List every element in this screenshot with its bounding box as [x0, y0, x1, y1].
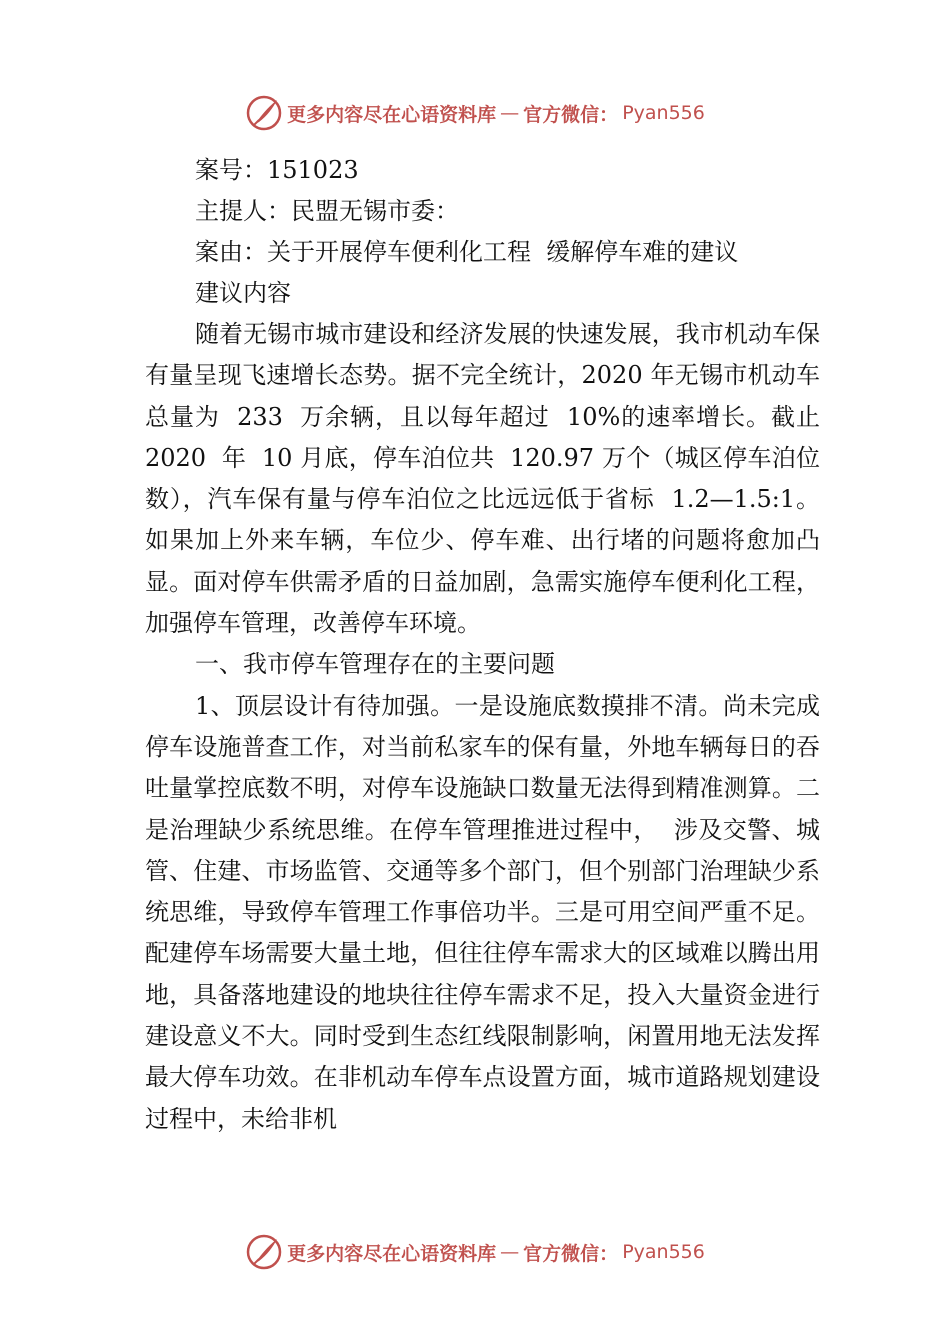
watermark-wechat-id: Pyan556 — [622, 1241, 705, 1263]
section-heading-problems: 一、我市停车管理存在的主要问题 — [195, 650, 555, 679]
watermark-brand-text: 更多内容尽在心语资料库 — [287, 103, 497, 126]
paragraph-intro: 随着无锡市城市建设和经济发展的快速发展，我市机动车保有量呈现飞速增长态势。据不完全统计，2020 年无锡市机动车总量为 233 万余辆，且以每年超过 10%的速率增长。截止 2020 年 10 月底，停车泊位共 120.97 万个（城区停车泊位数），汽车保有量与停车泊位之比远远低于省标 1.2—1.5:1。如果加上外来车辆，车位少、停车难、出行堵的问题将愈加凸显。面对停车供需矛盾的日益加剧，急需实施停车便利化工程，加强停车管理，改善停车环境。 — [145, 320, 836, 638]
watermark-wechat-label: 官方微信： — [523, 103, 619, 126]
watermark-wechat-id: Pyan556 — [622, 102, 705, 124]
footer-watermark — [0, 1232, 950, 1272]
quill-logo-icon — [245, 1233, 283, 1271]
section-label: 建议内容 — [195, 279, 291, 307]
watermark-separator: — — [500, 102, 520, 124]
watermark-brand-text: 更多内容尽在心语资料库 — [287, 1242, 497, 1265]
watermark-separator: — — [500, 1241, 520, 1263]
watermark-wechat-label: 官方微信： — [523, 1242, 619, 1265]
case-number: 案号：151023 — [195, 156, 359, 184]
case-proposer: 主提人：民盟无锡市委： — [195, 197, 459, 225]
case-subject: 案由：关于开展停车便利化工程 缓解停车难的建议 — [195, 238, 739, 266]
quill-logo-icon — [245, 94, 283, 132]
document-body — [145, 150, 836, 1140]
paragraph-problem-1: 1、顶层设计有待加强。一是设施底数摸排不清。尚未完成停车设施普查工作，对当前私家车的保有量，外地车辆每日的吞吐量掌控底数不明，对停车设施缺口数量无法得到精准测算。二是治理缺少系统思维。在停车管理推进过程中， 涉及交警、城管、住建、市场监管、交通等多个部门，但个别部门治理缺少系统思维，导致停车管理工作事倍功半。三是可用空间严重不足。配建停车场需要大量土地，但往往停车需求大的区域难以腾出用地，具备落地建设的地块往往停车需求不足，投入大量资金进行建设意义不大。同时受到生态红线限制影响，闲置用地无法发挥最大停车功效。在非机动车停车点设置方面，城市道路规划建设过程中，未给非机 — [145, 691, 820, 1133]
header-watermark — [0, 93, 950, 133]
